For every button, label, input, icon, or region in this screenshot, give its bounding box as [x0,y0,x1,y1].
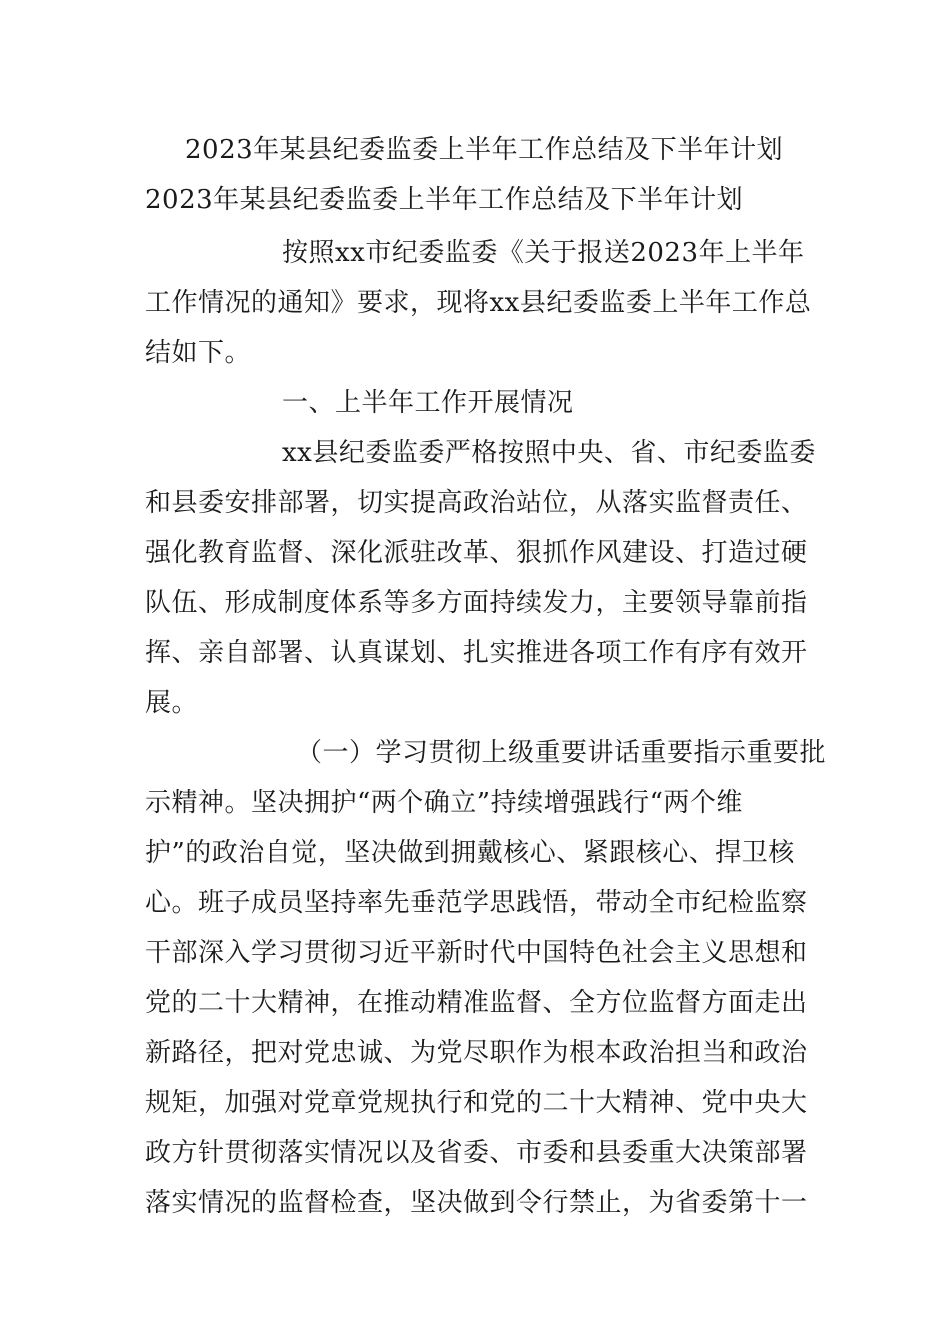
section-body-line: 强化教育监督、深化派驻改革、狠抓作风建设、打造过硬 [145,538,808,568]
section-body-line: 和县委安排部署，切实提高政治站位，从落实监督责任、 [145,488,808,518]
section-body-line: xx县纪委监委严格按照中央、省、市纪委监委 [282,438,816,468]
subsection-body-line: 新路径，把对党忠诚、为党尽职作为根本政治担当和政治 [145,1038,808,1068]
section-heading: 一、上半年工作开展情况 [282,388,574,418]
subsection-body-line: 心。班子成员坚持率先垂范学思践悟，带动全市纪检监察 [145,888,808,918]
intro-line: 按照xx市纪委监委《关于报送2023年上半年 [282,238,805,268]
intro-line: 结如下。 [145,338,252,368]
subsection-body-line: 政方针贯彻落实情况以及省委、市委和县委重大决策部署 [145,1138,808,1168]
subsection-body-line: 党的二十大精神，在推动精准监督、全方位监督方面走出 [145,988,808,1018]
section-body-line: 挥、亲自部署、认真谋划、扎实推进各项工作有序有效开 [145,638,808,668]
subsection-body-line: 干部深入学习贯彻习近平新时代中国特色社会主义思想和 [145,938,808,968]
subsection-body-line: 落实情况的监督检查，坚决做到令行禁止，为省委第十一 [145,1188,808,1218]
subsection-body-line: 护”的政治自觉，坚决做到拥戴核心、紧跟核心、捍卫核 [145,838,795,868]
intro-line: 工作情况的通知》要求，现将xx县纪委监委上半年工作总 [145,288,812,318]
subsection-body-line: 规矩，加强对党章党规执行和党的二十大精神、党中央大 [145,1088,808,1118]
document-title-repeat: 2023年某县纪委监委上半年工作总结及下半年计划 [145,185,744,215]
subsection-body-line: （一）学习贯彻上级重要讲话重要指示重要批 [296,738,827,768]
document-title: 2023年某县纪委监委上半年工作总结及下半年计划 [185,135,784,165]
section-body-line: 队伍、形成制度体系等多方面持续发力，主要领导靠前指 [145,588,808,618]
subsection-body-line: 示精神。坚决拥护“两个确立”持续增强践行“两个维 [145,788,743,818]
section-body-line: 展。 [145,688,199,718]
